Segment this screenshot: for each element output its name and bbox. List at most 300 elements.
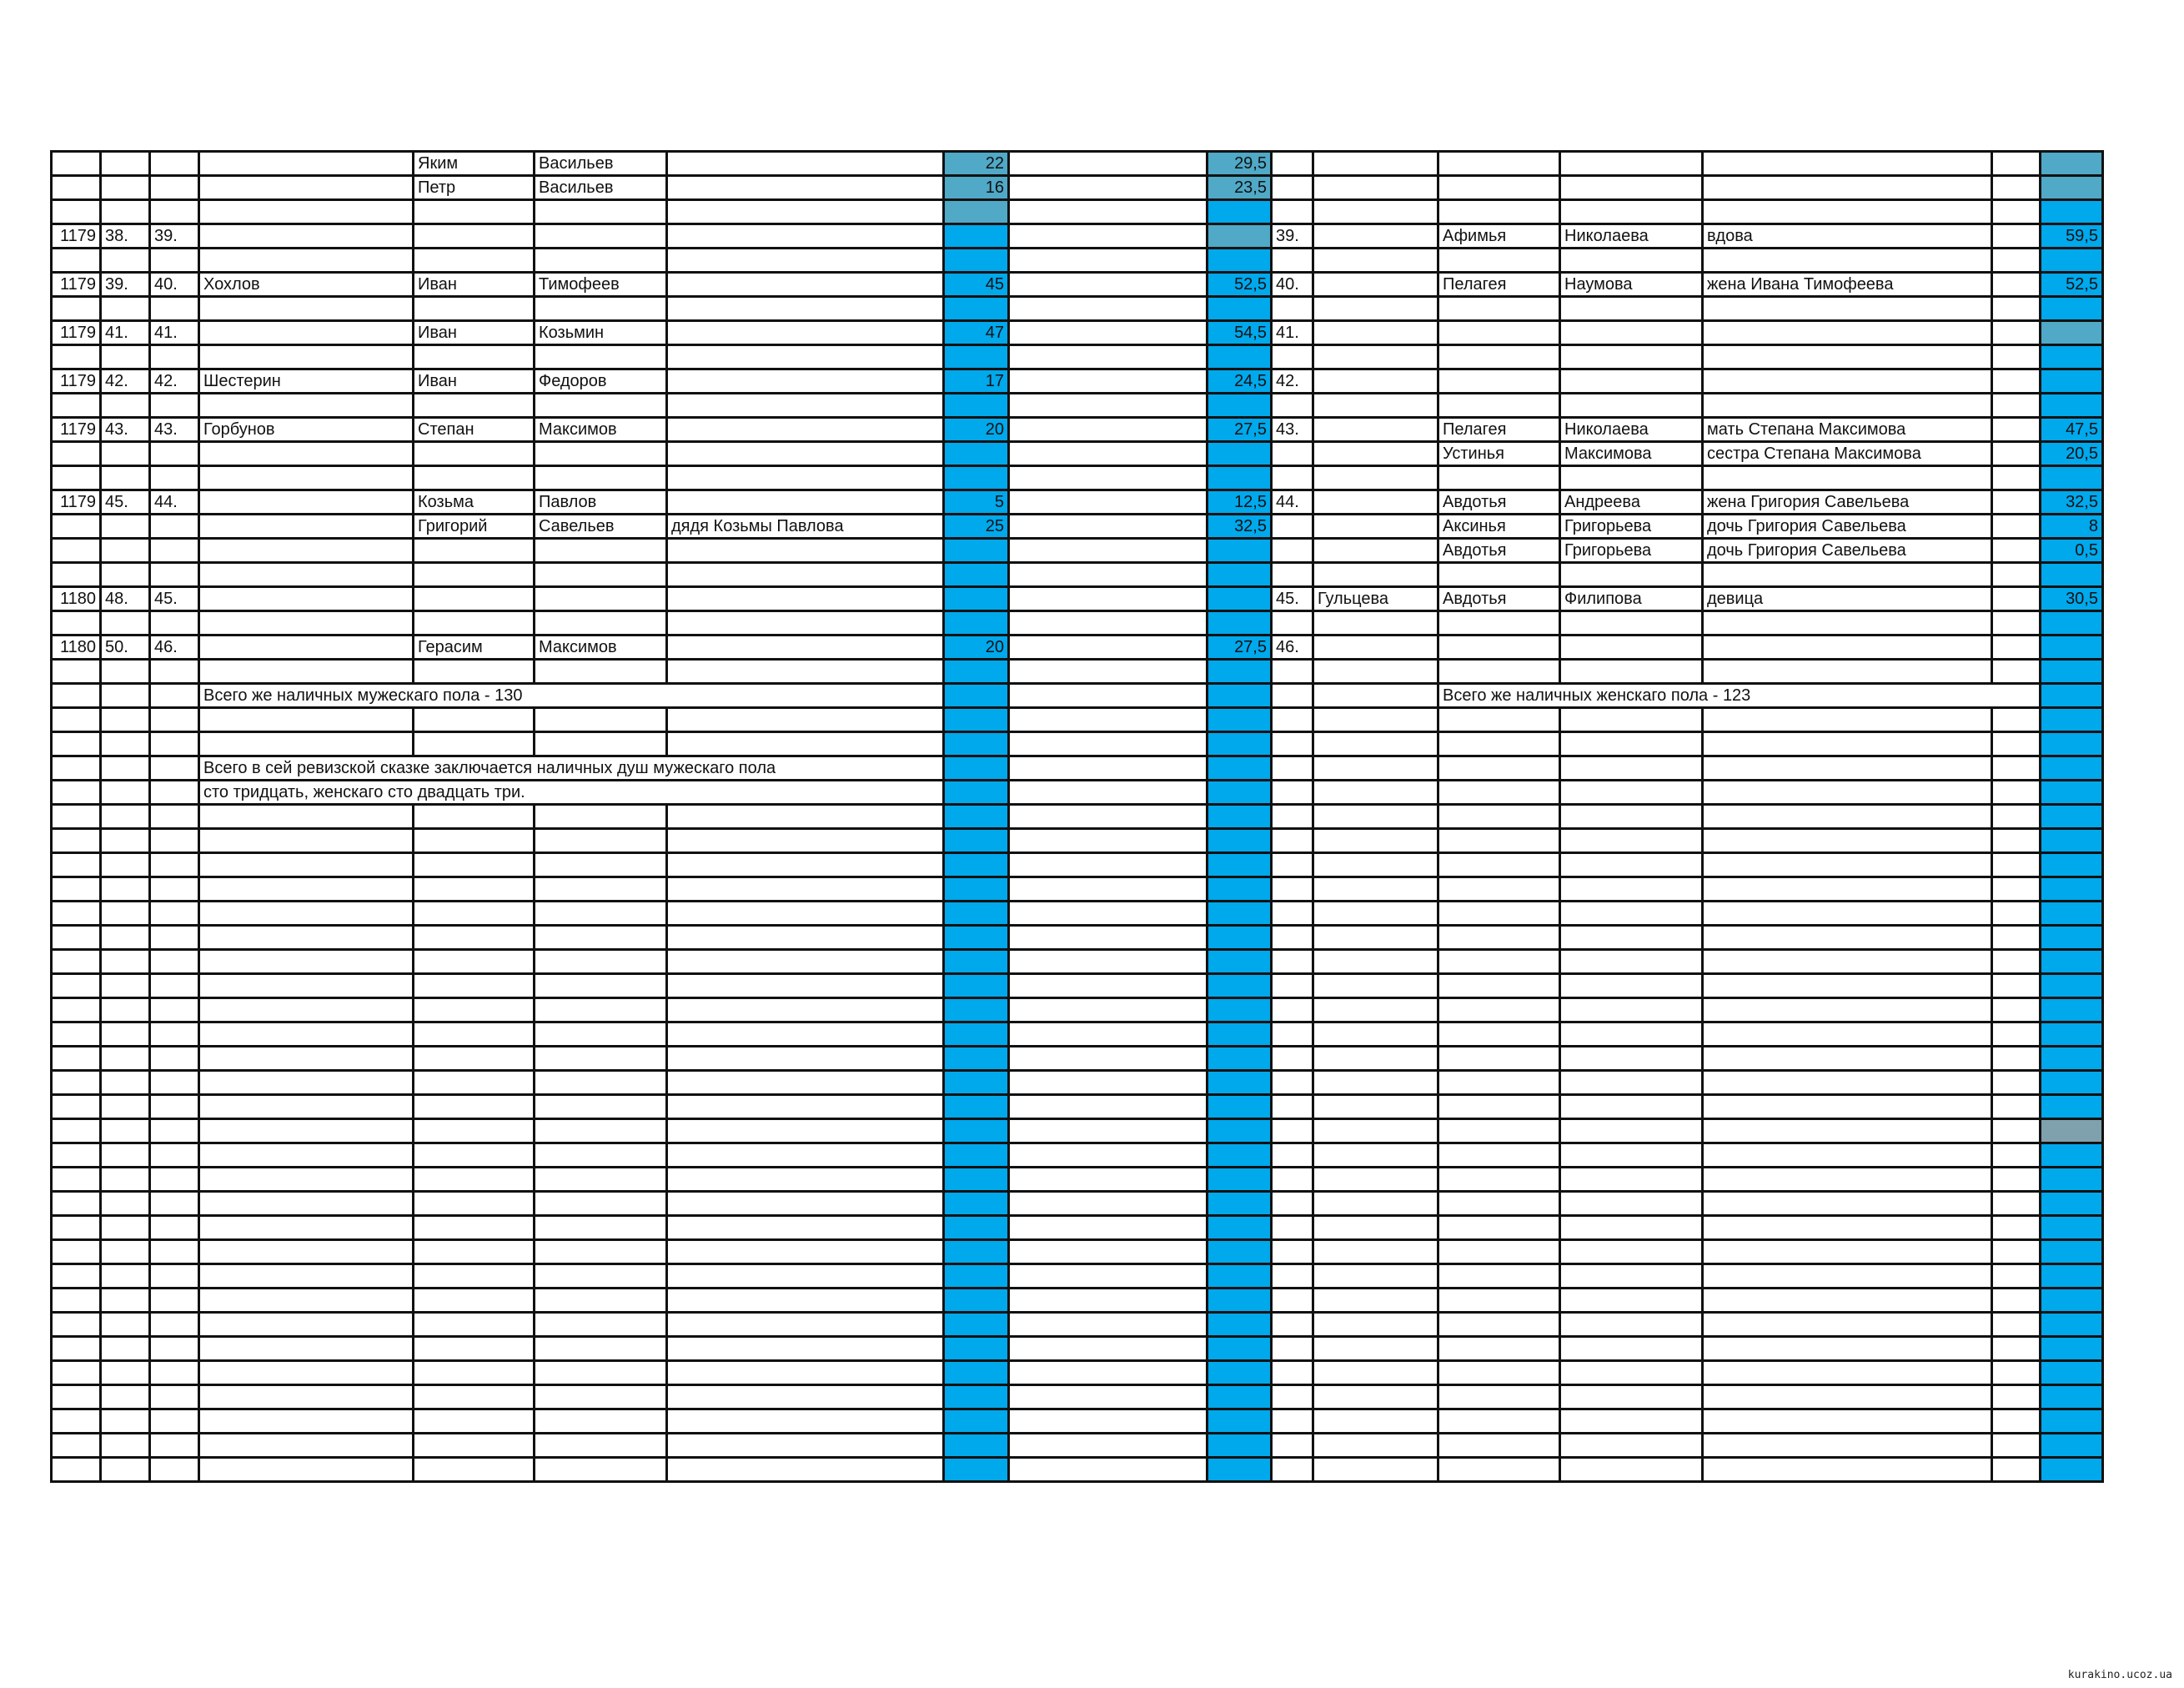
table-row bbox=[52, 587, 2103, 611]
cell-num-f bbox=[1272, 611, 1313, 636]
cell-num-a bbox=[52, 611, 101, 636]
cell-patronymic-f bbox=[1560, 1168, 1703, 1192]
cell-surname bbox=[199, 708, 414, 732]
cell-age-m-now bbox=[1207, 345, 1272, 369]
table-row bbox=[52, 853, 2103, 877]
cell-num-c bbox=[150, 1409, 199, 1434]
cell-gap-f bbox=[1992, 1168, 2041, 1192]
cell-surname bbox=[199, 902, 414, 926]
cell-age-f bbox=[2041, 636, 2103, 660]
table-row bbox=[52, 1337, 2103, 1361]
cell-num-c bbox=[150, 152, 199, 176]
cell-age-m-now bbox=[1207, 394, 1272, 418]
cell-num-b bbox=[101, 1313, 150, 1337]
cell-surname bbox=[199, 466, 414, 490]
cell-age-m-prev bbox=[944, 1119, 1009, 1143]
cell-patronymic: Павлов bbox=[535, 490, 667, 515]
cell-age-m-prev bbox=[944, 998, 1009, 1022]
cell-num-f bbox=[1272, 950, 1313, 974]
cell-num-b bbox=[101, 297, 150, 321]
cell-surname bbox=[199, 490, 414, 515]
cell-num-c bbox=[150, 853, 199, 877]
cell-age-m-now bbox=[1207, 781, 1272, 805]
cell-num-f bbox=[1272, 974, 1313, 998]
cell-given-name bbox=[414, 1458, 535, 1482]
cell-gap-f bbox=[1992, 1143, 2041, 1168]
cell-gap bbox=[1009, 418, 1207, 442]
cell-patronymic-f bbox=[1560, 1458, 1703, 1482]
cell-age-m-prev bbox=[944, 660, 1009, 684]
cell-surname-f bbox=[1313, 1192, 1438, 1216]
cell-given-name bbox=[414, 539, 535, 563]
cell-relation-m bbox=[667, 466, 944, 490]
cell-surname: Всего в сей ревизской сказке заключается наличных душ мужескаго пола bbox=[199, 756, 944, 781]
cell-num-f bbox=[1272, 1240, 1313, 1264]
table-row bbox=[52, 1192, 2103, 1216]
cell-age-f bbox=[2041, 1192, 2103, 1216]
cell-relation-f bbox=[1703, 829, 1992, 853]
cell-surname bbox=[199, 950, 414, 974]
cell-age-m-now: 27,5 bbox=[1207, 418, 1272, 442]
cell-surname bbox=[199, 515, 414, 539]
cell-age-m-prev bbox=[944, 708, 1009, 732]
cell-gap-f bbox=[1992, 224, 2041, 249]
cell-age-f bbox=[2041, 466, 2103, 490]
cell-given-name bbox=[414, 1434, 535, 1458]
cell-given-name bbox=[414, 563, 535, 587]
cell-relation-f bbox=[1703, 1095, 1992, 1119]
cell-num-b bbox=[101, 1240, 150, 1264]
cell-given-name-f bbox=[1438, 1143, 1560, 1168]
cell-gap-f bbox=[1992, 1047, 2041, 1071]
cell-patronymic bbox=[535, 805, 667, 829]
cell-gap bbox=[1009, 756, 1207, 781]
cell-patronymic-f: Николаева bbox=[1560, 224, 1703, 249]
cell-num-b bbox=[101, 1119, 150, 1143]
table-row bbox=[52, 1313, 2103, 1337]
cell-num-c bbox=[150, 1143, 199, 1168]
cell-given-name bbox=[414, 442, 535, 466]
cell-patronymic bbox=[535, 539, 667, 563]
cell-surname bbox=[199, 1385, 414, 1409]
cell-num-a: 1179 bbox=[52, 321, 101, 345]
cell-surname bbox=[199, 345, 414, 369]
cell-num-f bbox=[1272, 442, 1313, 466]
cell-age-m-prev bbox=[944, 1095, 1009, 1119]
cell-num-a bbox=[52, 1264, 101, 1289]
cell-surname-f bbox=[1313, 877, 1438, 902]
cell-surname bbox=[199, 1095, 414, 1119]
cell-num-a bbox=[52, 1119, 101, 1143]
cell-relation-f bbox=[1703, 998, 1992, 1022]
cell-num-b: 45. bbox=[101, 490, 150, 515]
cell-gap-f bbox=[1992, 926, 2041, 950]
cell-patronymic bbox=[535, 708, 667, 732]
cell-patronymic bbox=[535, 1047, 667, 1071]
cell-relation-f bbox=[1703, 394, 1992, 418]
cell-age-m-prev bbox=[944, 224, 1009, 249]
cell-num-a bbox=[52, 1361, 101, 1385]
cell-gap bbox=[1009, 176, 1207, 200]
cell-relation-m bbox=[667, 321, 944, 345]
cell-surname: Шестерин bbox=[199, 369, 414, 394]
cell-num-c: 46. bbox=[150, 636, 199, 660]
cell-surname-f bbox=[1313, 1047, 1438, 1071]
cell-age-f: 52,5 bbox=[2041, 273, 2103, 297]
cell-age-f bbox=[2041, 732, 2103, 756]
cell-given-name-f bbox=[1438, 369, 1560, 394]
cell-age-m-now bbox=[1207, 1337, 1272, 1361]
cell-given-name-f bbox=[1438, 1047, 1560, 1071]
cell-patronymic-f bbox=[1560, 1385, 1703, 1409]
cell-num-b bbox=[101, 902, 150, 926]
cell-surname-f bbox=[1313, 732, 1438, 756]
cell-age-m-now: 29,5 bbox=[1207, 152, 1272, 176]
cell-relation-f bbox=[1703, 636, 1992, 660]
cell-patronymic bbox=[535, 1385, 667, 1409]
cell-surname-f bbox=[1313, 1168, 1438, 1192]
cell-age-m-now bbox=[1207, 1240, 1272, 1264]
cell-gap bbox=[1009, 1095, 1207, 1119]
cell-num-b bbox=[101, 563, 150, 587]
cell-age-m-prev bbox=[944, 805, 1009, 829]
cell-gap-f bbox=[1992, 636, 2041, 660]
cell-patronymic-f bbox=[1560, 805, 1703, 829]
cell-given-name-f bbox=[1438, 974, 1560, 998]
cell-patronymic-f bbox=[1560, 1095, 1703, 1119]
cell-patronymic-f bbox=[1560, 1313, 1703, 1337]
cell-gap bbox=[1009, 321, 1207, 345]
cell-age-m-now bbox=[1207, 998, 1272, 1022]
cell-num-b bbox=[101, 539, 150, 563]
cell-relation-f bbox=[1703, 1071, 1992, 1095]
cell-relation-f bbox=[1703, 877, 1992, 902]
cell-surname bbox=[199, 1192, 414, 1216]
cell-given-name bbox=[414, 249, 535, 273]
cell-age-m-prev bbox=[944, 926, 1009, 950]
cell-num-c bbox=[150, 781, 199, 805]
cell-age-f bbox=[2041, 660, 2103, 684]
cell-patronymic-f bbox=[1560, 466, 1703, 490]
cell-patronymic bbox=[535, 902, 667, 926]
cell-num-c bbox=[150, 1289, 199, 1313]
cell-gap-f bbox=[1992, 249, 2041, 273]
cell-age-m-now bbox=[1207, 1143, 1272, 1168]
cell-given-name bbox=[414, 1143, 535, 1168]
cell-surname-f bbox=[1313, 394, 1438, 418]
cell-num-c bbox=[150, 297, 199, 321]
cell-age-f bbox=[2041, 394, 2103, 418]
table-row bbox=[52, 660, 2103, 684]
cell-surname bbox=[199, 1168, 414, 1192]
cell-given-name bbox=[414, 1095, 535, 1119]
cell-relation-f: девица bbox=[1703, 587, 1992, 611]
cell-patronymic bbox=[535, 466, 667, 490]
cell-num-a bbox=[52, 1337, 101, 1361]
cell-given-name bbox=[414, 805, 535, 829]
cell-num-c: 45. bbox=[150, 587, 199, 611]
cell-surname-f bbox=[1313, 1264, 1438, 1289]
cell-num-a bbox=[52, 1216, 101, 1240]
cell-age-f bbox=[2041, 684, 2103, 708]
cell-age-m-prev bbox=[944, 1434, 1009, 1458]
cell-patronymic bbox=[535, 1409, 667, 1434]
cell-gap bbox=[1009, 926, 1207, 950]
cell-patronymic-f bbox=[1560, 1289, 1703, 1313]
table-row bbox=[52, 1071, 2103, 1095]
cell-age-f bbox=[2041, 1409, 2103, 1434]
cell-age-f bbox=[2041, 1095, 2103, 1119]
cell-gap-f bbox=[1992, 853, 2041, 877]
cell-relation-m bbox=[667, 902, 944, 926]
cell-surname-f bbox=[1313, 369, 1438, 394]
cell-patronymic-f bbox=[1560, 829, 1703, 853]
cell-surname bbox=[199, 152, 414, 176]
cell-given-name-f bbox=[1438, 611, 1560, 636]
table-row bbox=[52, 515, 2103, 539]
cell-age-f bbox=[2041, 611, 2103, 636]
cell-surname bbox=[199, 1119, 414, 1143]
cell-gap bbox=[1009, 297, 1207, 321]
cell-num-a bbox=[52, 1313, 101, 1337]
cell-relation-f bbox=[1703, 1168, 1992, 1192]
cell-num-b bbox=[101, 1022, 150, 1047]
cell-surname-f bbox=[1313, 490, 1438, 515]
cell-given-name-f bbox=[1438, 1434, 1560, 1458]
cell-surname-f bbox=[1313, 1458, 1438, 1482]
cell-gap-f bbox=[1992, 1458, 2041, 1482]
cell-num-f: 40. bbox=[1272, 273, 1313, 297]
cell-given-name bbox=[414, 902, 535, 926]
cell-given-name bbox=[414, 1022, 535, 1047]
cell-patronymic-f bbox=[1560, 176, 1703, 200]
cell-gap-f bbox=[1992, 321, 2041, 345]
cell-gap bbox=[1009, 200, 1207, 224]
cell-given-name bbox=[414, 611, 535, 636]
cell-gap-f bbox=[1992, 369, 2041, 394]
cell-age-f bbox=[2041, 321, 2103, 345]
cell-age-m-now bbox=[1207, 1289, 1272, 1313]
cell-num-f bbox=[1272, 297, 1313, 321]
cell-num-a bbox=[52, 877, 101, 902]
cell-num-a bbox=[52, 1192, 101, 1216]
cell-num-a bbox=[52, 1143, 101, 1168]
cell-age-f bbox=[2041, 1385, 2103, 1409]
cell-num-b bbox=[101, 515, 150, 539]
cell-given-name-f bbox=[1438, 1022, 1560, 1047]
cell-num-c bbox=[150, 708, 199, 732]
cell-age-m-prev bbox=[944, 950, 1009, 974]
cell-gap bbox=[1009, 1192, 1207, 1216]
cell-patronymic bbox=[535, 1337, 667, 1361]
table-row bbox=[52, 1168, 2103, 1192]
cell-patronymic bbox=[535, 1240, 667, 1264]
cell-num-a: 1179 bbox=[52, 369, 101, 394]
cell-surname bbox=[199, 563, 414, 587]
cell-gap bbox=[1009, 781, 1207, 805]
cell-patronymic-f bbox=[1560, 926, 1703, 950]
cell-surname bbox=[199, 321, 414, 345]
cell-num-c bbox=[150, 1240, 199, 1264]
cell-gap bbox=[1009, 950, 1207, 974]
cell-surname bbox=[199, 1337, 414, 1361]
cell-patronymic bbox=[535, 1434, 667, 1458]
cell-given-name bbox=[414, 1119, 535, 1143]
cell-age-m-now bbox=[1207, 877, 1272, 902]
cell-gap bbox=[1009, 732, 1207, 756]
cell-num-c bbox=[150, 902, 199, 926]
cell-given-name-f bbox=[1438, 877, 1560, 902]
cell-relation-m bbox=[667, 636, 944, 660]
cell-gap bbox=[1009, 1361, 1207, 1385]
cell-patronymic-f bbox=[1560, 732, 1703, 756]
table-row bbox=[52, 466, 2103, 490]
cell-given-name bbox=[414, 466, 535, 490]
cell-num-f bbox=[1272, 345, 1313, 369]
cell-patronymic-f bbox=[1560, 1216, 1703, 1240]
cell-num-a bbox=[52, 1385, 101, 1409]
cell-patronymic bbox=[535, 1168, 667, 1192]
cell-relation-m bbox=[667, 418, 944, 442]
cell-num-a: 1179 bbox=[52, 273, 101, 297]
cell-patronymic bbox=[535, 1264, 667, 1289]
table-row bbox=[52, 756, 2103, 781]
cell-given-name bbox=[414, 1168, 535, 1192]
cell-given-name-f bbox=[1438, 152, 1560, 176]
cell-num-f: 44. bbox=[1272, 490, 1313, 515]
cell-gap-f bbox=[1992, 394, 2041, 418]
cell-relation-f bbox=[1703, 249, 1992, 273]
cell-patronymic bbox=[535, 926, 667, 950]
cell-num-b bbox=[101, 1264, 150, 1289]
cell-relation-m bbox=[667, 442, 944, 466]
table-row bbox=[52, 369, 2103, 394]
table-row bbox=[52, 442, 2103, 466]
cell-age-f bbox=[2041, 1216, 2103, 1240]
cell-given-name bbox=[414, 660, 535, 684]
cell-num-c bbox=[150, 1337, 199, 1361]
cell-relation-f bbox=[1703, 1289, 1992, 1313]
cell-num-f bbox=[1272, 466, 1313, 490]
cell-given-name-f bbox=[1438, 926, 1560, 950]
cell-age-m-prev bbox=[944, 877, 1009, 902]
cell-gap bbox=[1009, 805, 1207, 829]
cell-age-m-now bbox=[1207, 224, 1272, 249]
cell-age-m-now bbox=[1207, 563, 1272, 587]
cell-num-c: 44. bbox=[150, 490, 199, 515]
cell-num-c bbox=[150, 345, 199, 369]
cell-surname-f bbox=[1313, 636, 1438, 660]
cell-num-f bbox=[1272, 200, 1313, 224]
cell-num-c bbox=[150, 539, 199, 563]
cell-num-a bbox=[52, 1022, 101, 1047]
cell-patronymic bbox=[535, 587, 667, 611]
cell-patronymic bbox=[535, 1458, 667, 1482]
cell-relation-m bbox=[667, 1192, 944, 1216]
cell-age-m-prev bbox=[944, 684, 1009, 708]
cell-age-f bbox=[2041, 345, 2103, 369]
cell-num-a bbox=[52, 853, 101, 877]
cell-num-f bbox=[1272, 781, 1313, 805]
cell-num-c bbox=[150, 466, 199, 490]
cell-num-c bbox=[150, 805, 199, 829]
cell-age-m-now bbox=[1207, 902, 1272, 926]
cell-num-b bbox=[101, 611, 150, 636]
cell-gap-f bbox=[1992, 1240, 2041, 1264]
cell-num-f bbox=[1272, 1022, 1313, 1047]
cell-patronymic-f bbox=[1560, 974, 1703, 998]
cell-given-name-f bbox=[1438, 1337, 1560, 1361]
cell-num-f bbox=[1272, 998, 1313, 1022]
cell-surname-f bbox=[1313, 805, 1438, 829]
table-row bbox=[52, 829, 2103, 853]
cell-gap bbox=[1009, 249, 1207, 273]
cell-given-name-f: Пелагея bbox=[1438, 273, 1560, 297]
cell-given-name bbox=[414, 1216, 535, 1240]
cell-surname-f bbox=[1313, 611, 1438, 636]
cell-num-c bbox=[150, 1095, 199, 1119]
cell-gap bbox=[1009, 490, 1207, 515]
table-row bbox=[52, 249, 2103, 273]
cell-patronymic: Максимов bbox=[535, 636, 667, 660]
cell-patronymic bbox=[535, 1289, 667, 1313]
cell-gap bbox=[1009, 1071, 1207, 1095]
table-row bbox=[52, 1240, 2103, 1264]
cell-num-c bbox=[150, 515, 199, 539]
cell-given-name bbox=[414, 732, 535, 756]
cell-patronymic-f bbox=[1560, 611, 1703, 636]
cell-age-f bbox=[2041, 998, 2103, 1022]
cell-gap-f bbox=[1992, 998, 2041, 1022]
cell-age-m-prev bbox=[944, 1216, 1009, 1240]
cell-num-b bbox=[101, 781, 150, 805]
cell-age-m-prev: 20 bbox=[944, 636, 1009, 660]
cell-surname bbox=[199, 998, 414, 1022]
table-row bbox=[52, 539, 2103, 563]
cell-age-m-now: 54,5 bbox=[1207, 321, 1272, 345]
cell-num-f bbox=[1272, 1289, 1313, 1313]
cell-relation-m bbox=[667, 1289, 944, 1313]
cell-age-m-prev bbox=[944, 974, 1009, 998]
cell-age-m-prev bbox=[944, 611, 1009, 636]
cell-gap bbox=[1009, 902, 1207, 926]
cell-surname bbox=[199, 611, 414, 636]
cell-age-f bbox=[2041, 902, 2103, 926]
cell-num-f: 45. bbox=[1272, 587, 1313, 611]
cell-age-m-prev bbox=[944, 1168, 1009, 1192]
cell-num-c bbox=[150, 660, 199, 684]
cell-gap-f bbox=[1992, 539, 2041, 563]
cell-relation-m bbox=[667, 1434, 944, 1458]
cell-given-name-f bbox=[1438, 1313, 1560, 1337]
cell-given-name-f bbox=[1438, 853, 1560, 877]
cell-relation-f bbox=[1703, 152, 1992, 176]
cell-patronymic bbox=[535, 829, 667, 853]
cell-gap bbox=[1009, 877, 1207, 902]
cell-num-b bbox=[101, 345, 150, 369]
table-row bbox=[52, 297, 2103, 321]
cell-relation-f bbox=[1703, 1434, 1992, 1458]
cell-patronymic-f bbox=[1560, 249, 1703, 273]
cell-surname bbox=[199, 1409, 414, 1434]
cell-age-f bbox=[2041, 563, 2103, 587]
cell-num-a bbox=[52, 708, 101, 732]
table-row bbox=[52, 563, 2103, 587]
cell-num-a bbox=[52, 1434, 101, 1458]
cell-patronymic bbox=[535, 1361, 667, 1385]
cell-patronymic-f: Наумова bbox=[1560, 273, 1703, 297]
cell-given-name: Иван bbox=[414, 273, 535, 297]
